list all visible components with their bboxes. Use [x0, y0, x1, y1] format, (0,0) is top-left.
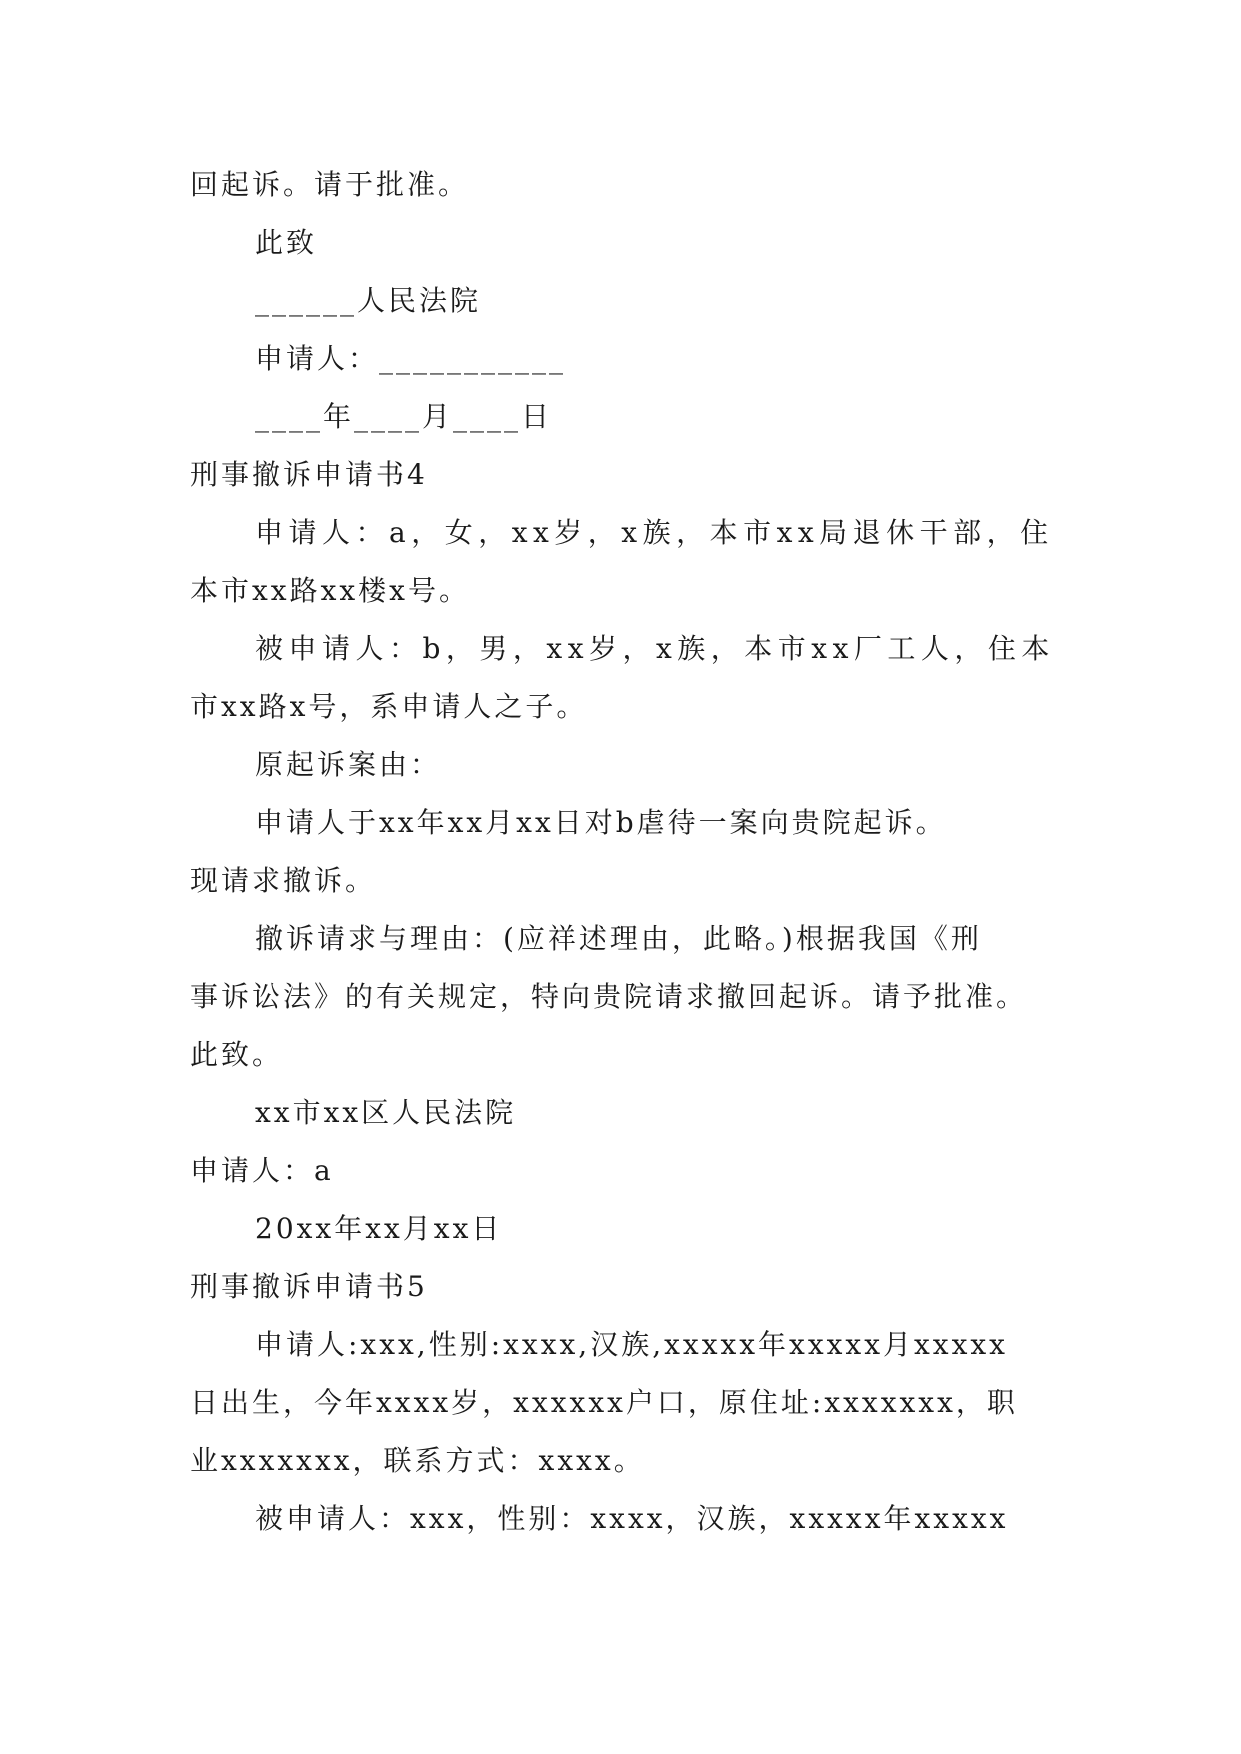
text-line: xx市xx区人民法院: [255, 1096, 517, 1129]
text-line: 市xx路x号，系申请人之子。: [190, 690, 588, 723]
text-line: 本市xx路xx楼x号。: [190, 574, 470, 607]
text-line: ____年____月____日: [255, 400, 553, 433]
section-heading: 刑事撤诉申请书5: [190, 1270, 428, 1303]
text-line: 业xxxxxxx，联系方式：xxxx。: [190, 1444, 645, 1477]
text-line: 此致。: [190, 1038, 284, 1071]
text-line: 申请人:xxx,性别:xxxx,汉族,xxxxx年xxxxx月xxxxx: [255, 1328, 1008, 1361]
text-line: 20xx年xx月xx日: [255, 1212, 503, 1245]
text-line: 被申请人：xxx，性别：xxxx，汉族，xxxxx年xxxxx: [255, 1502, 1009, 1535]
text-line: ______人民法院: [255, 284, 482, 317]
text-line: 现请求撤诉。: [190, 864, 377, 897]
text-line: 被申请人：b，男，xx岁，x族，本市xx厂工人，住本: [255, 632, 1055, 665]
text-line: 日出生，今年xxxx岁，xxxxxx户口，原住址:xxxxxxx，职: [190, 1386, 1018, 1419]
text-line: 原起诉案由：: [255, 748, 442, 781]
text-line: 回起诉。请于批准。: [190, 168, 470, 201]
text-line: 撤诉请求与理由：(应祥述理由，此略。)根据我国《刑: [255, 922, 982, 955]
text-line: 申请人：a，女，xx岁，x族，本市xx局退休干部，住: [255, 516, 1054, 549]
section-heading: 刑事撤诉申请书4: [190, 458, 428, 491]
text-line: 申请人：a: [190, 1154, 334, 1187]
text-line: 申请人：___________: [255, 342, 567, 375]
text-line: 事诉讼法》的有关规定，特向贵院请求撤回起诉。请予批准。: [190, 980, 1028, 1013]
text-line: 此致: [255, 226, 318, 259]
text-line: 申请人于xx年xx月xx日对b虐待一案向贵院起诉。: [255, 806, 947, 839]
